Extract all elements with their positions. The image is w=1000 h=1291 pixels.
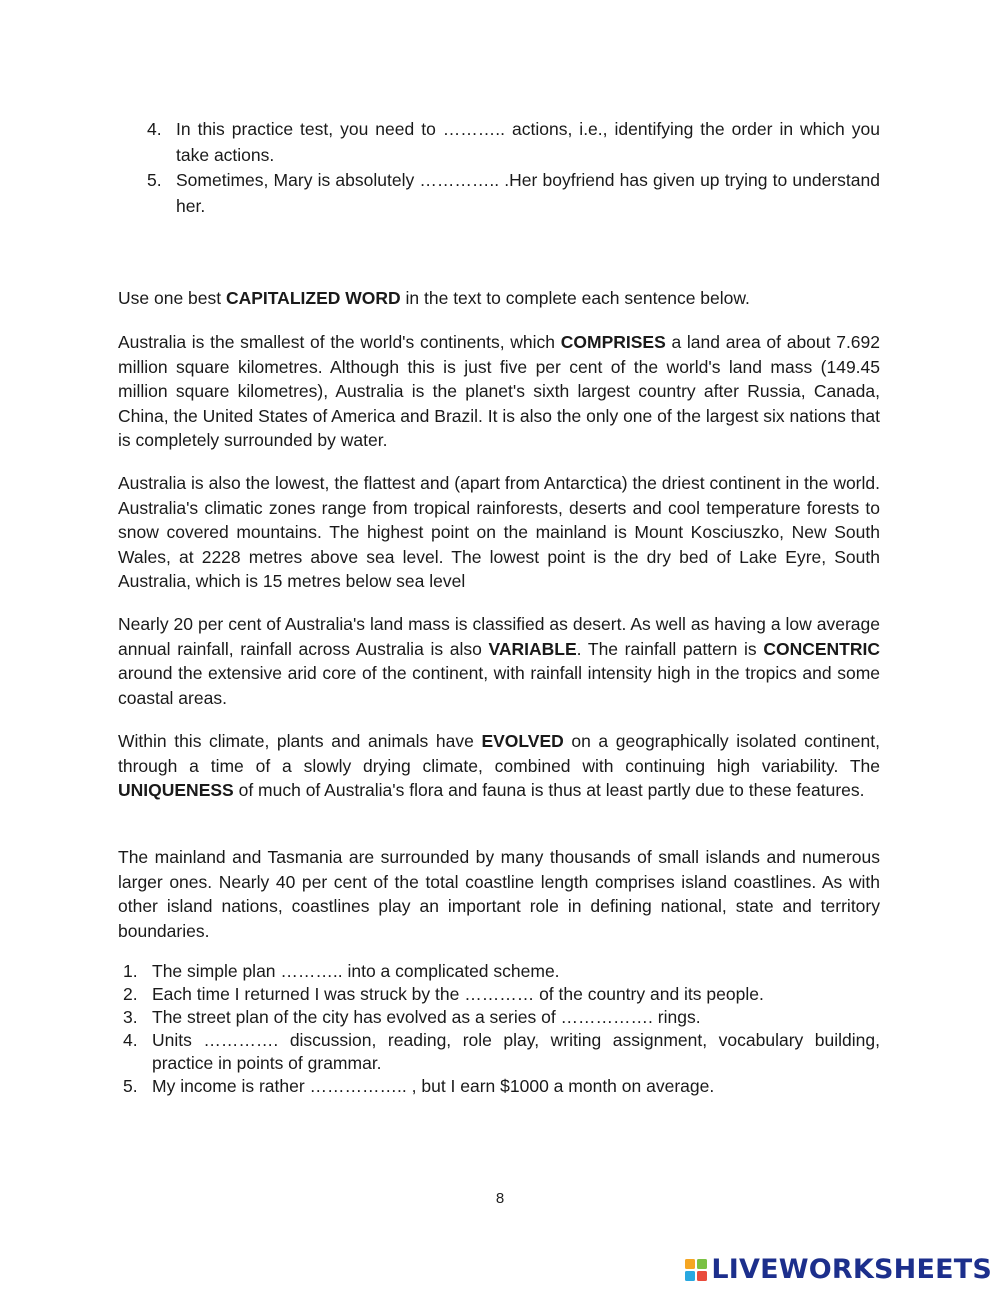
passage-paragraph-2 — [118, 471, 880, 594]
instruction-text — [118, 286, 880, 310]
liveworksheets-branding — [685, 1255, 992, 1285]
instruction-part: in the text to complete each sentence below. — [400, 288, 750, 308]
page-number: 8 — [495, 1190, 505, 1207]
keyword-comprises: COMPRISES — [560, 332, 666, 352]
item-number: 4. — [147, 119, 162, 139]
paragraph-text: . The rainfall pattern is — [576, 638, 764, 659]
paragraph-text: of much of Australia's flora and fauna is thus at least partly due to these features. — [233, 780, 865, 800]
paragraph-text: The mainland and Tasmania are surrounded by many thousands of small islands and numerous larger ones. Nearly 40 per cent of the total coastline length comprises island coastlines. As with other island nations, coastlines play an important role in defining national, state and territory boundaries. — [118, 847, 880, 941]
paragraph-text: Within this climate, plants and animals have — [118, 731, 482, 751]
question-number: 3. — [123, 1007, 138, 1027]
instruction-part: Use one best — [118, 288, 226, 308]
passage-paragraph-3 — [118, 612, 880, 710]
question-number: 5. — [123, 1076, 138, 1096]
question-text: My income is rather …………….. , but I earn $1000 a month on average. — [152, 1076, 715, 1096]
passage-paragraph-1 — [118, 330, 880, 453]
question-item — [123, 983, 880, 1006]
question-item — [123, 1006, 880, 1029]
keyword-evolved: EVOLVED — [481, 731, 564, 751]
instruction-emphasis: CAPITALIZED WORD — [225, 288, 401, 308]
keyword-uniqueness: UNIQUENESS — [118, 780, 234, 800]
list-item — [147, 168, 880, 219]
question-text: The simple plan ……….. into a complicated scheme. — [152, 961, 560, 981]
question-text: Units …………. discussion, reading, role play, writing assignment, vocabulary building, practice in points of grammar. — [152, 1030, 880, 1073]
question-item — [123, 1029, 880, 1075]
question-text: Each time I returned I was struck by the ………… of the country and its people. — [152, 984, 764, 1004]
question-item — [123, 960, 880, 983]
keyword-concentric: CONCENTRIC — [763, 638, 880, 659]
list-item — [147, 117, 880, 168]
item-text: Sometimes, Mary is absolutely ………….. .Her boyfriend has given up trying to understand her. — [176, 170, 880, 216]
item-number: 5. — [147, 170, 162, 190]
paragraph-text: around the extensive arid core of the continent, with rainfall intensity high in the tropics and some coastal areas. — [118, 663, 880, 708]
liveworksheets-logo-icon — [685, 1257, 709, 1283]
passage-paragraph-4 — [118, 729, 880, 803]
paragraph-text: on a geographically isolated continent, through a time of a slowly drying climate, combined with continuing high variability. The — [118, 731, 880, 776]
paragraph-text: Nearly 20 per cent of Australia's land mass is classified as desert. As well as having a low average annual rainfall, rainfall across Australia is also — [118, 614, 880, 659]
question-item — [123, 1075, 880, 1098]
brand-name: LIVEWORKSHEETS — [711, 1254, 992, 1285]
paragraph-text: Australia is also the lowest, the flattest and (apart from Antarctica) the driest continent in the world. Australia's climatic zones range from tropical rainforests, deserts and cool temperature forests to snow covered mountains. The highest point on the mainland is Mount Kosciuszko, New South Wales, at 2228 metres above sea level. The lowest point is the dry bed of Lake Eyre, South Australia, which is 15 metres below sea level — [118, 473, 880, 591]
question-text: The street plan of the city has evolved as a series of ……………. rings. — [152, 1007, 701, 1027]
question-number: 1. — [123, 961, 138, 981]
top-exercise-list — [147, 117, 880, 219]
passage-paragraph-5 — [118, 845, 880, 943]
paragraph-text: Australia is the smallest of the world's continents, which — [118, 332, 561, 352]
question-list — [123, 960, 880, 1098]
question-number: 2. — [123, 984, 138, 1004]
question-number: 4. — [123, 1030, 138, 1050]
item-text: In this practice test, you need to ……….. actions, i.e., identifying the order in which you take actions. — [176, 119, 880, 165]
keyword-variable: VARIABLE — [488, 638, 577, 659]
paragraph-text: a land area of about 7.692 million square kilometres. Although this is just five per cent of the world's land mass (149.45 million square kilometres), Australia is the planet's sixth largest country after Russia, Canada, China, the United States of America and Brazil. It is also the only one of the largest six nations that is completely surrounded by water. — [118, 332, 881, 450]
